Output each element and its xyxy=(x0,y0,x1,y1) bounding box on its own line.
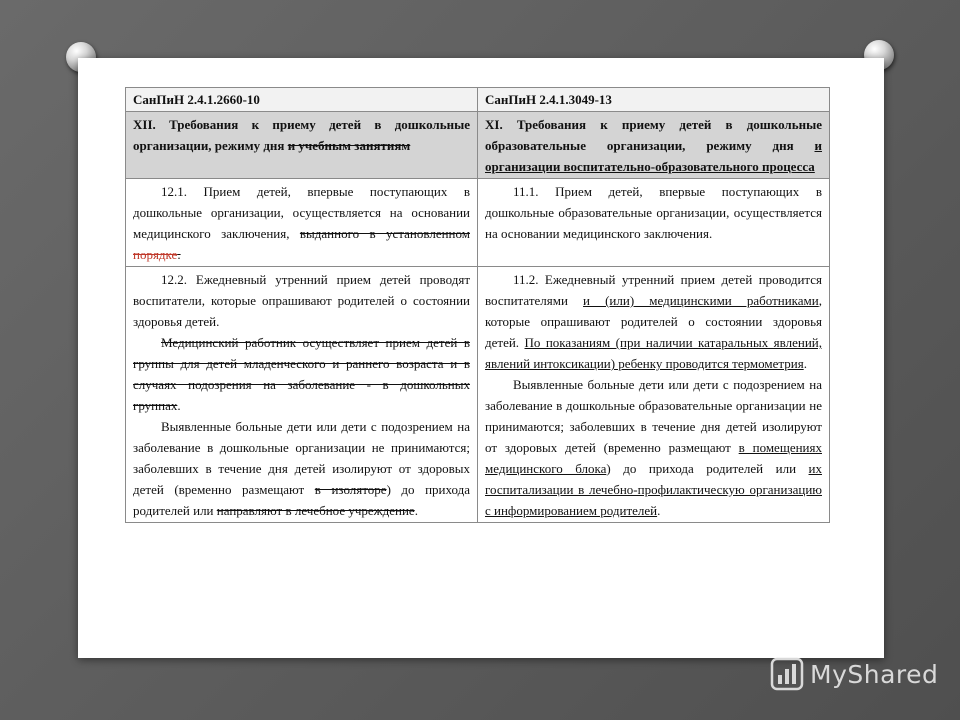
clause-11-2: 11.2. Ежедневный утренний прием детей проводится воспитателями и (или) медицинскими работниками, которые опрашивают родителей о состоянии здоровья детей. По показаниям (при наличии катаральных явлений, явлений интоксикации) ребенку проводится термометрия. Выявленные больные дети или дети с подозрением на заболевание в дошкольные образовательные организации не принимаются; заболевших в течение дня детей изолируют от здоровых детей (временно размещают в помещениях медицинского блока) до прихода родителей или их госпитализации в лечебно-профилактическую организацию с информированием родителей. xyxy=(478,267,830,523)
clause-11-1: 11.1. Прием детей, впервые поступающих в дошкольные образовательные организации, осуществляется на основании медицинского заключения. xyxy=(478,179,830,267)
section-title-left: XII. Требования к приему детей в дошкольные организации, режиму дня и учебным занятиям xyxy=(126,112,478,179)
clause-12-1: 12.1. Прием детей, впервые поступающих в дошкольные организации, осуществляется на основании медицинского заключения, выданного в установленном порядке. xyxy=(126,179,478,267)
table-row xyxy=(126,179,830,267)
clause-12-2: 12.2. Ежедневный утренний прием детей проводят воспитатели, которые опрашивают родителей о состоянии здоровья детей. Медицинский работник осуществляет прием детей в группы для детей младенческого и раннего возраста и в случаях подозрения на заболевание - в дошкольных группах. Выявленные больные дети или дети с подозрением на заболевание в дошкольные организации не принимаются; заболевших в течение дня детей изолируют от здоровых детей (временно размещают в изоляторе) до прихода родителей или направляют в лечебное учреждение. xyxy=(126,267,478,523)
header-right: СанПиН 2.4.1.3049-13 xyxy=(478,88,830,112)
section-title-row xyxy=(126,112,830,179)
watermark-logo xyxy=(770,652,950,696)
bar-chart-icon xyxy=(770,657,804,691)
watermark-text: MyShared xyxy=(810,659,939,689)
slide-page xyxy=(78,58,884,658)
comparison-table xyxy=(125,87,830,523)
table-header-row xyxy=(126,88,830,112)
table-row xyxy=(126,267,830,523)
section-title-right: XI. Требования к приему детей в дошкольные образовательные организации, режиму дня и организации воспитательно-образовательного процесса xyxy=(478,112,830,179)
header-left: СанПиН 2.4.1.2660-10 xyxy=(126,88,478,112)
